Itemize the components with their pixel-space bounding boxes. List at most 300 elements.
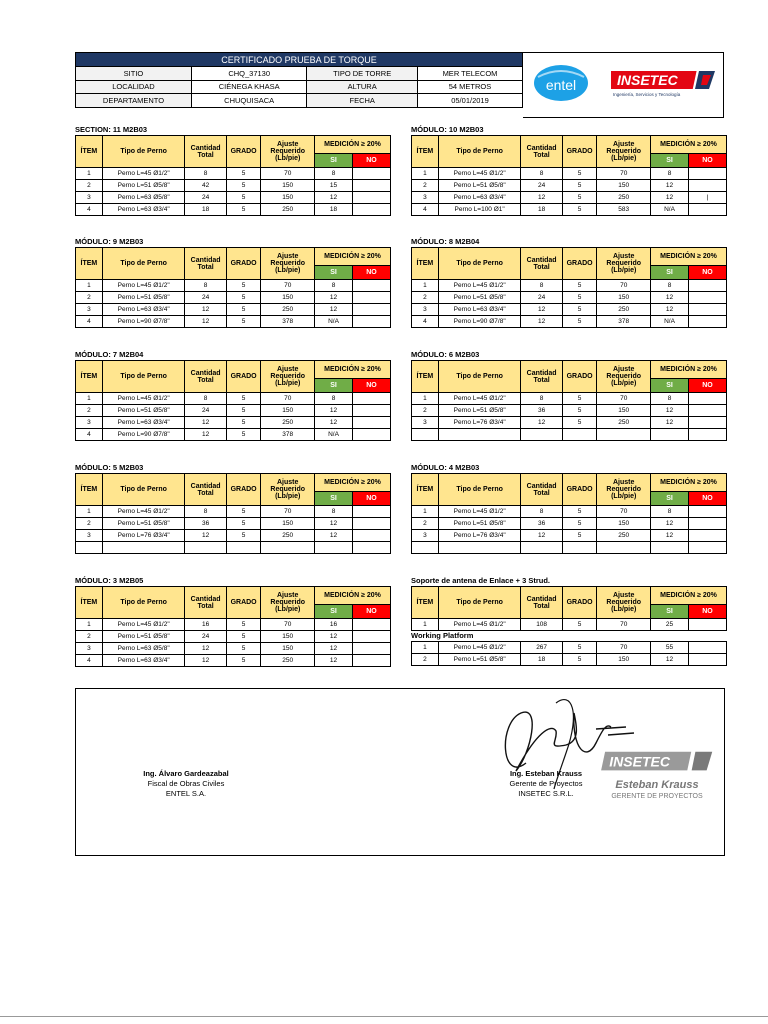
table-cell: 12 [651,530,689,542]
col-no-header: NO [688,266,726,280]
table-cell [688,316,726,328]
table-cell: 267 [521,642,562,654]
table-row [412,619,727,631]
table-cell [352,304,390,316]
col-tipo-header: Tipo de Perno [438,587,521,619]
table-cell [352,429,390,441]
table-cell: 8 [521,393,562,405]
col-grado-header: GRADO [562,474,597,506]
table-cell: 24 [521,180,562,192]
table-cell [688,304,726,316]
table-cell: 1 [76,280,103,292]
table-cell [688,619,726,631]
table-row [412,180,727,192]
table-cell: Perno L=51 Ø5/8" [438,405,521,417]
col-no-header: NO [688,154,726,168]
col-ajuste-header: Ajuste Requerido (Lb/pie) [597,136,651,168]
table-cell: 24 [185,192,226,204]
col-no-header: NO [352,605,390,619]
col-si-header: SI [651,492,689,506]
table-row [76,518,391,530]
table-cell: 8 [185,168,226,180]
col-no-header: NO [352,266,390,280]
table-cell: 70 [261,506,315,518]
table-cell [688,506,726,518]
table-cell: Perno L=45 Ø1/2" [438,168,521,180]
module-section [75,236,391,328]
table-cell: 1 [412,619,439,631]
col-medicion-header: MEDICIÓN ≥ 20% [651,361,727,379]
table-row [76,168,391,180]
table-cell [562,429,597,441]
table-cell: 16 [185,619,226,631]
col-si-header: SI [651,379,689,393]
table-cell: 18 [521,204,562,216]
table-cell: Perno L=51 Ø5/8" [102,631,185,643]
table-cell: 5 [226,631,261,643]
table-cell [352,655,390,667]
table-cell: 70 [261,280,315,292]
table-cell [688,180,726,192]
table-cell: 5 [562,417,597,429]
col-tipo-header: Tipo de Perno [438,136,521,168]
table-cell: 5 [562,393,597,405]
table-cell: 3 [76,530,103,542]
table-cell: 5 [562,292,597,304]
table-cell: 150 [261,643,315,655]
table-cell: 8 [315,168,353,180]
signer-right-company: INSETEC S.R.L. [518,789,574,798]
signer-left-company: ENTEL S.A. [165,789,207,798]
table-cell: 24 [185,405,226,417]
table-row [76,180,391,192]
col-si-header: SI [315,154,353,168]
table-cell: 12 [315,292,353,304]
col-si-header: SI [315,492,353,506]
table-cell: 250 [261,204,315,216]
table-cell: 12 [651,518,689,530]
table-cell [688,405,726,417]
table-cell: 1 [412,506,439,518]
table-cell [412,429,439,441]
table-cell: 8 [651,506,689,518]
col-item-header: ÍTEM [76,587,103,619]
module-table [411,473,727,554]
col-item-header: ÍTEM [412,474,439,506]
stamp-role: GERENTE DE PROYECTOS [611,793,703,800]
col-ajuste-header: Ajuste Requerido (Lb/pie) [261,474,315,506]
col-medicion-header: MEDICIÓN ≥ 20% [651,248,727,266]
table-cell [688,654,726,666]
signature-right [486,769,606,799]
table-cell: 2 [76,180,103,192]
table-cell: 1 [412,280,439,292]
module-title: MÓDULO: 10 M2B03 [411,125,484,134]
table-cell: Perno L=63 Ø3/4" [438,192,521,204]
table-cell [352,643,390,655]
table-row [412,642,727,654]
table-cell [688,530,726,542]
table-cell: Perno L=51 Ø5/8" [438,654,521,666]
table-cell: 5 [226,168,261,180]
table-cell: 15 [315,180,353,192]
col-tipo-header: Tipo de Perno [438,248,521,280]
table-cell [597,542,651,554]
table-cell [521,429,562,441]
table-cell: 150 [597,292,651,304]
table-cell: 12 [521,530,562,542]
col-medicion-header: MEDICIÓN ≥ 20% [315,136,391,154]
table-cell: 18 [521,654,562,666]
table-cell: 36 [521,518,562,530]
certificate-title: CERTIFICADO PRUEBA DE TORQUE [76,53,523,67]
locality-value: CIÉNEGA KHASA [191,80,306,94]
table-cell: 5 [226,304,261,316]
table-cell: 1 [76,168,103,180]
table-cell: 3 [76,417,103,429]
col-item-header: ÍTEM [76,248,103,280]
table-row [412,280,727,292]
height-value: 54 METROS [418,80,523,94]
table-cell: 70 [597,619,651,631]
table-cell: 250 [597,304,651,316]
table-cell [651,429,689,441]
table-row [76,506,391,518]
table-cell: 5 [226,393,261,405]
table-cell: N/A [651,204,689,216]
table-row [412,204,727,216]
table-cell: 5 [226,316,261,328]
col-medicion-header: MEDICIÓN ≥ 20% [315,361,391,379]
table-cell: N/A [315,316,353,328]
table-cell: 8 [651,168,689,180]
table-cell: Perno L=45 Ø1/2" [102,168,185,180]
signer-right-role: Gerente de Proyectos [509,779,583,788]
table-row [76,204,391,216]
table-cell: 8 [185,280,226,292]
col-cantidad-header: Cantidad Total [185,474,226,506]
table-cell: 12 [521,316,562,328]
table-cell: 24 [185,631,226,643]
module-table [411,641,727,666]
table-row [412,304,727,316]
col-cantidad-header: Cantidad Total [521,248,562,280]
table-cell: 12 [315,530,353,542]
table-cell [352,280,390,292]
table-cell: 250 [261,417,315,429]
table-cell: 5 [226,180,261,192]
table-row [412,654,727,666]
table-cell: Perno L=63 Ø3/4" [102,204,185,216]
col-si-header: SI [315,266,353,280]
table-cell: 12 [651,405,689,417]
table-cell: Perno L=90 Ø7/8" [102,316,185,328]
table-cell: 5 [226,417,261,429]
table-cell: 2 [76,518,103,530]
table-row [412,417,727,429]
col-ajuste-header: Ajuste Requerido (Lb/pie) [261,248,315,280]
table-row [76,192,391,204]
table-cell: 5 [562,168,597,180]
table-cell: 5 [562,619,597,631]
table-cell: 250 [261,304,315,316]
table-row [76,631,391,643]
table-cell: 70 [261,168,315,180]
table-cell: 150 [261,518,315,530]
table-cell: 583 [597,204,651,216]
table-cell: 378 [261,429,315,441]
table-cell [352,530,390,542]
col-cantidad-header: Cantidad Total [185,361,226,393]
table-cell: 12 [521,192,562,204]
col-grado-header: GRADO [226,361,261,393]
col-grado-header: GRADO [562,136,597,168]
table-cell: 5 [562,192,597,204]
table-cell [688,417,726,429]
table-cell: 70 [261,393,315,405]
table-cell: Perno L=76 Ø3/4" [438,417,521,429]
table-cell: 5 [226,429,261,441]
tower-type-label: TIPO DE TORRE [307,67,418,81]
table-cell: 2 [76,631,103,643]
table-cell: 5 [562,654,597,666]
table-cell: N/A [315,429,353,441]
col-item-header: ÍTEM [76,136,103,168]
table-cell: 12 [315,518,353,530]
table-row [76,542,391,554]
table-cell: 3 [412,530,439,542]
table-row [412,530,727,542]
stamp-logo-text: INSETEC [609,753,671,770]
col-item-header: ÍTEM [412,361,439,393]
module-title: MÓDULO: 4 M2B03 [411,463,480,472]
table-cell [688,292,726,304]
col-grado-header: GRADO [562,587,597,619]
table-cell: 8 [521,506,562,518]
table-cell [688,429,726,441]
table-cell [651,542,689,554]
table-cell [226,542,261,554]
table-row [412,429,727,441]
table-row [412,506,727,518]
table-row [412,316,727,328]
table-cell: 8 [185,506,226,518]
table-cell: 250 [261,530,315,542]
table-row [76,530,391,542]
table-cell: 150 [261,631,315,643]
module-table [75,586,391,667]
table-cell: 12 [185,316,226,328]
table-cell: 2 [76,405,103,417]
table-cell: 70 [261,619,315,631]
module-section [75,575,391,667]
site-value: CHQ_37130 [191,67,306,81]
table-cell: Perno L=76 Ø3/4" [438,530,521,542]
col-tipo-header: Tipo de Perno [102,587,185,619]
table-cell: 12 [185,643,226,655]
table-cell: 4 [412,204,439,216]
module-section [411,124,727,216]
table-cell: Perno L=45 Ø1/2" [102,393,185,405]
table-row [412,518,727,530]
table-cell [352,292,390,304]
table-cell: Perno L=63 Ø5/8" [102,643,185,655]
table-cell: Perno L=51 Ø5/8" [438,292,521,304]
table-row [412,393,727,405]
col-tipo-header: Tipo de Perno [102,248,185,280]
col-item-header: ÍTEM [76,474,103,506]
table-cell [315,542,353,554]
table-cell: 1 [412,642,439,654]
table-cell: 12 [651,180,689,192]
table-cell: 12 [651,292,689,304]
table-cell: 1 [412,393,439,405]
entel-logo [532,63,590,103]
table-row [76,655,391,667]
table-cell [438,542,521,554]
module-table [75,247,391,328]
table-cell: 8 [315,393,353,405]
table-cell: 70 [597,393,651,405]
table-cell [688,168,726,180]
table-cell [562,542,597,554]
table-cell [352,192,390,204]
table-cell: 12 [315,192,353,204]
col-si-header: SI [315,605,353,619]
table-cell: 2 [412,654,439,666]
table-cell: 25 [651,619,689,631]
table-row [76,292,391,304]
signature-left [116,769,256,799]
table-row [412,168,727,180]
module-section [411,575,727,666]
module-table [411,360,727,441]
table-row [76,316,391,328]
col-si-header: SI [651,266,689,280]
col-cantidad-header: Cantidad Total [185,136,226,168]
locality-label: LOCALIDAD [76,80,192,94]
table-cell: 36 [185,518,226,530]
module-title: MÓDULO: 8 M2B04 [411,237,480,246]
table-cell: Perno L=45 Ø1/2" [102,619,185,631]
table-cell: 36 [521,405,562,417]
col-medicion-header: MEDICIÓN ≥ 20% [315,248,391,266]
col-cantidad-header: Cantidad Total [185,587,226,619]
table-cell: 1 [76,619,103,631]
table-cell [688,642,726,654]
module-section [411,462,727,554]
tower-type-value: MER TELECOM [418,67,523,81]
table-row [412,192,727,204]
table-cell: Perno L=63 Ø3/4" [102,304,185,316]
table-row [76,643,391,655]
table-cell: Perno L=51 Ø5/8" [438,180,521,192]
table-cell: 5 [562,316,597,328]
col-ajuste-header: Ajuste Requerido (Lb/pie) [261,361,315,393]
table-cell: 1 [412,168,439,180]
table-cell: 150 [261,292,315,304]
col-medicion-header: MEDICIÓN ≥ 20% [315,587,391,605]
col-ajuste-header: Ajuste Requerido (Lb/pie) [597,587,651,619]
table-cell: Perno L=45 Ø1/2" [102,280,185,292]
table-cell: 250 [597,530,651,542]
table-cell: 18 [185,204,226,216]
date-value: 05/01/2019 [418,94,523,108]
table-cell: Perno L=100 Ø1" [438,204,521,216]
table-cell: 5 [562,304,597,316]
table-cell: 12 [315,417,353,429]
table-cell: 12 [315,304,353,316]
table-cell: Perno L=45 Ø1/2" [102,506,185,518]
table-cell [352,405,390,417]
col-item-header: ÍTEM [412,248,439,280]
module-table [75,360,391,441]
table-cell: 4 [76,655,103,667]
col-grado-header: GRADO [562,361,597,393]
table-cell [352,168,390,180]
col-grado-header: GRADO [226,474,261,506]
col-grado-header: GRADO [226,587,261,619]
table-cell: 250 [597,192,651,204]
site-label: SITIO [76,67,192,81]
table-cell [352,417,390,429]
table-cell: Perno L=45 Ø1/2" [438,619,521,631]
module-title: MÓDULO: 7 M2B04 [75,350,144,359]
table-cell [688,518,726,530]
col-si-header: SI [315,379,353,393]
table-cell: 5 [562,280,597,292]
table-cell: 70 [597,280,651,292]
table-cell [352,204,390,216]
col-si-header: SI [651,605,689,619]
table-cell: 12 [315,643,353,655]
table-row [76,417,391,429]
module-subtitle: Working Platform [411,631,474,640]
module-title: MÓDULO: 3 M2B05 [75,576,144,585]
table-cell: 12 [651,654,689,666]
table-cell: 12 [315,631,353,643]
table-cell: Perno L=45 Ø1/2" [438,642,521,654]
table-cell: 5 [226,192,261,204]
table-cell: Perno L=63 Ø5/8" [102,192,185,204]
table-cell: 2 [412,180,439,192]
table-cell [688,542,726,554]
table-cell: 5 [226,506,261,518]
stamp-name: Esteban Krauss [615,779,699,791]
table-cell: 1 [76,393,103,405]
col-grado-header: GRADO [562,248,597,280]
table-cell: 12 [521,417,562,429]
table-cell: 150 [597,405,651,417]
table-cell: 70 [597,168,651,180]
table-row [76,405,391,417]
table-cell: 3 [76,304,103,316]
table-cell: 8 [521,280,562,292]
col-tipo-header: Tipo de Perno [102,361,185,393]
table-cell: 8 [315,506,353,518]
signer-left-name: Ing. Álvaro Gardeazabal [143,769,229,778]
col-no-header: NO [352,154,390,168]
table-cell [352,631,390,643]
table-row [76,393,391,405]
module-title: MÓDULO: 6 M2B03 [411,350,480,359]
table-cell: 8 [651,280,689,292]
table-cell: Perno L=51 Ø5/8" [102,518,185,530]
certificate-header-table [75,52,523,108]
insetec-tagline: Ingeniería, Servicios y Tecnología [613,92,681,97]
col-no-header: NO [688,379,726,393]
module-section [411,349,727,441]
